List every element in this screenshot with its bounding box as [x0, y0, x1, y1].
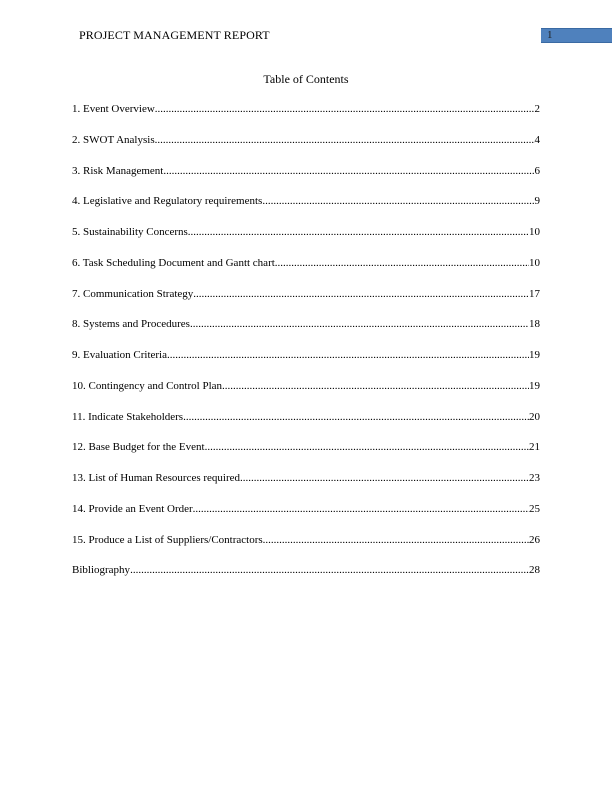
toc-entry-systems-procedures[interactable]: [72, 317, 540, 348]
toc-entry-label: 4. Legislative and Regulatory requirements: [72, 195, 263, 208]
toc-entry-page: 26: [529, 533, 540, 546]
toc-entry-page: 25: [529, 502, 540, 515]
running-header-title: PROJECT MANAGEMENT REPORT: [79, 28, 270, 42]
dot-leader: [205, 440, 529, 454]
dot-leader: [130, 563, 529, 577]
toc-entry-page: 23: [529, 472, 540, 484]
toc-entry-contingency-plan[interactable]: [72, 379, 540, 410]
dot-leader: [155, 102, 535, 116]
toc-entry-legislative-requirements[interactable]: [72, 194, 540, 225]
toc-entry-label: 15. Produce a List of Suppliers/Contractors: [72, 533, 263, 546]
toc-entry-base-budget[interactable]: [72, 440, 540, 471]
toc-entry-page: 19: [529, 349, 540, 361]
toc-entry-page: 28: [529, 564, 540, 577]
toc-entry-suppliers-contractors[interactable]: [72, 533, 540, 564]
toc-entry-label: 2. SWOT Analysis: [72, 133, 155, 146]
dot-leader: [222, 379, 529, 393]
dot-leader: [183, 410, 529, 424]
toc-entry-bibliography[interactable]: [72, 563, 540, 594]
toc-entry-task-scheduling[interactable]: [72, 256, 540, 287]
dot-leader: [190, 317, 529, 331]
toc-entry-page: 4: [534, 133, 540, 146]
toc-entry-page: 19: [529, 379, 540, 392]
toc-entry-stakeholders[interactable]: [72, 410, 540, 441]
dot-leader: [163, 164, 534, 178]
toc-entry-label: 5. Sustainability Concerns: [72, 226, 188, 238]
toc-entry-human-resources[interactable]: [72, 471, 540, 502]
toc-heading: Table of Contents: [263, 72, 349, 86]
toc-entry-label: 6. Task Scheduling Document and Gantt chart: [72, 256, 275, 269]
dot-leader: [193, 287, 529, 301]
toc-entry-event-order[interactable]: [72, 502, 540, 533]
toc-entry-page: 17: [529, 287, 540, 300]
page-number-badge: [541, 28, 612, 43]
dot-leader: [188, 225, 529, 239]
toc-entry-page: 10: [529, 256, 540, 269]
table-of-contents: [72, 102, 540, 594]
dot-leader: [275, 256, 529, 270]
toc-entry-label: 3. Risk Management: [72, 164, 164, 177]
toc-entry-label: 11. Indicate Stakeholders: [72, 410, 184, 423]
toc-entry-page: 2: [534, 103, 540, 115]
toc-entry-label: 12. Base Budget for the Event: [72, 441, 205, 454]
toc-entry-communication-strategy[interactable]: [72, 287, 540, 318]
toc-entry-sustainability-concerns[interactable]: [72, 225, 540, 256]
toc-entry-label: 10. Contingency and Control Plan: [72, 379, 223, 392]
toc-entry-label: 13. List of Human Resources required: [72, 472, 241, 484]
toc-entry-label: 9. Evaluation Criteria: [72, 349, 167, 361]
toc-entry-label: 8. Systems and Procedures: [72, 318, 190, 331]
toc-entry-label: 7. Communication Strategy: [72, 287, 194, 300]
page-number: 1: [547, 29, 553, 41]
dot-leader: [263, 533, 529, 547]
toc-entry-page: 10: [529, 226, 540, 238]
toc-entry-page: 20: [529, 410, 540, 423]
toc-entry-risk-management[interactable]: [72, 164, 540, 195]
toc-entry-swot-analysis[interactable]: [72, 133, 540, 164]
toc-entry-page: 18: [529, 318, 540, 331]
dot-leader: [262, 194, 534, 208]
toc-entry-event-overview[interactable]: [72, 102, 540, 133]
dot-leader: [240, 471, 529, 485]
toc-entry-evaluation-criteria[interactable]: [72, 348, 540, 379]
toc-entry-page: 9: [534, 195, 540, 208]
toc-entry-page: 21: [529, 441, 540, 454]
dot-leader: [155, 133, 535, 147]
toc-entry-label: 1. Event Overview: [72, 103, 155, 115]
dot-leader: [193, 502, 529, 516]
toc-entry-label: Bibliography: [72, 564, 131, 577]
toc-entry-page: 6: [534, 164, 540, 177]
toc-entry-label: 14. Provide an Event Order: [72, 502, 193, 515]
dot-leader: [167, 348, 529, 362]
